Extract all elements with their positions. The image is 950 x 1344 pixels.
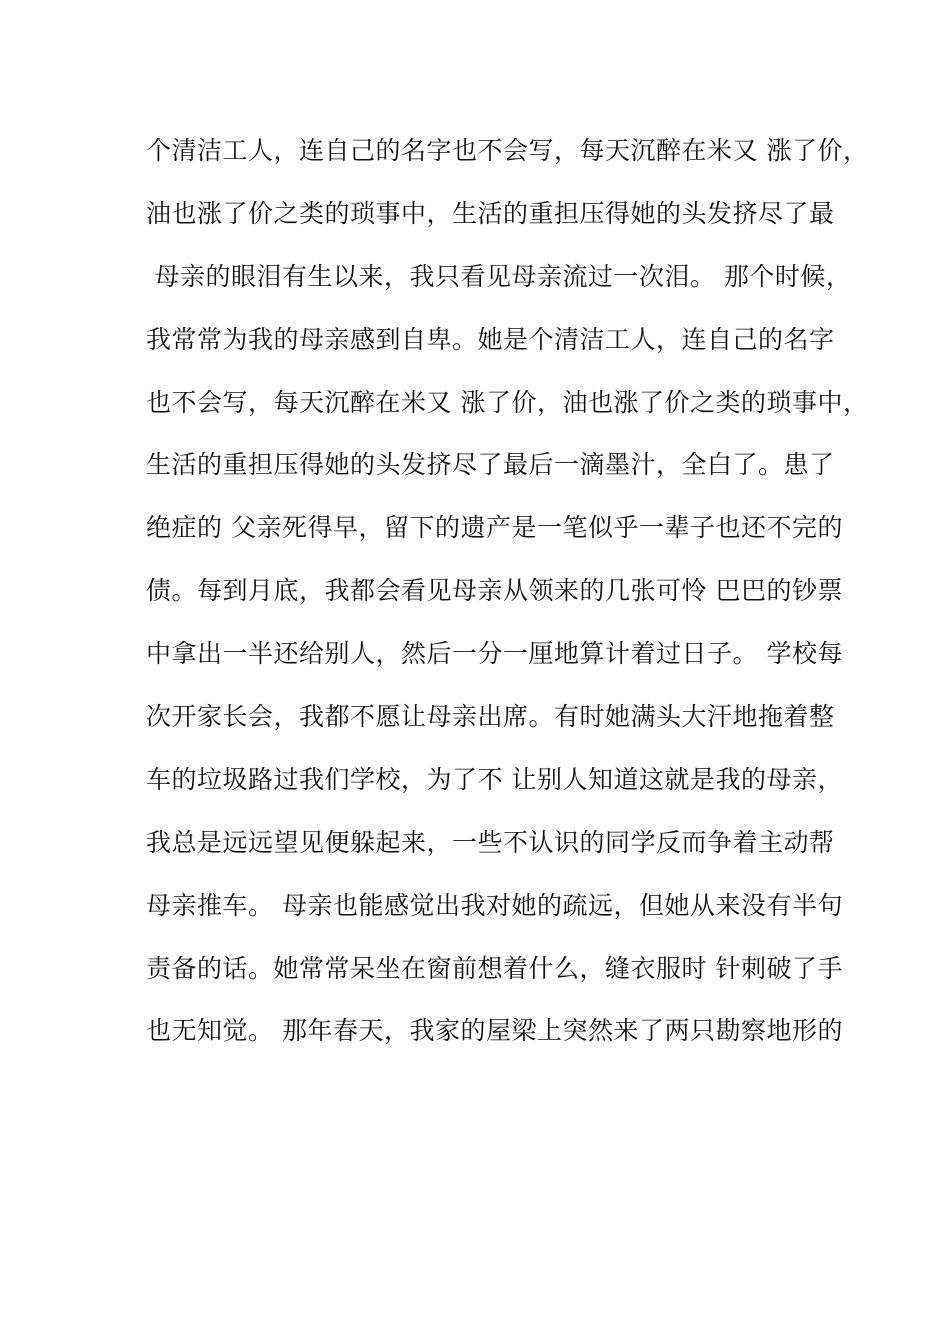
text-line: 我总是远远望见便躲起来，一些不认识的同学反而争着主动帮 [146, 827, 835, 857]
text-line: 债。每到月底，我都会看见母亲从领来的几张可怜 巴巴的钞票 [146, 576, 843, 606]
text-line: 油也涨了价之类的琐事中，生活的重担压得她的头发挤尽了最 [146, 198, 835, 228]
body-text [146, 131, 869, 1074]
text-line: 绝症的 父亲死得早，留下的遗产是一笔似乎一辈子也还不完的 [146, 513, 843, 543]
text-line: 也无知觉。 那年春天，我家的屋梁上突然来了两只勘察地形的 [146, 1016, 843, 1046]
text-line: 生活的重担压得她的头发挤尽了最后一滴墨汁，全白了。患了 [146, 450, 835, 480]
text-line: 次开家长会，我都不愿让母亲出席。有时她满头大汗地拖着整 [146, 702, 835, 732]
text-line: 我常常为我的母亲感到自卑。她是个清洁工人，连自己的名字 [146, 324, 835, 354]
text-line: 责备的话。她常常呆坐在窗前想着什么，缝衣服时 针刺破了手 [146, 953, 843, 983]
text-line: 母亲推车。 母亲也能感觉出我对她的疏远，但她从来没有半句 [146, 890, 843, 920]
text-line: 母亲的眼泪有生以来，我只看见母亲流过一次泪。 那个时候， [146, 261, 852, 291]
text-line: 车的垃圾路过我们学校，为了不 让别人知道这就是我的母亲， [146, 764, 843, 794]
text-line: 中拿出一半还给别人，然后一分一厘地算计着过日子。 学校每 [146, 639, 843, 669]
text-line: 个清洁工人，连自己的名字也不会写，每天沉醉在米又 涨了价， [146, 136, 869, 165]
text-line: 也不会写，每天沉醉在米又 涨了价，油也涨了价之类的琐事中， [146, 387, 869, 417]
